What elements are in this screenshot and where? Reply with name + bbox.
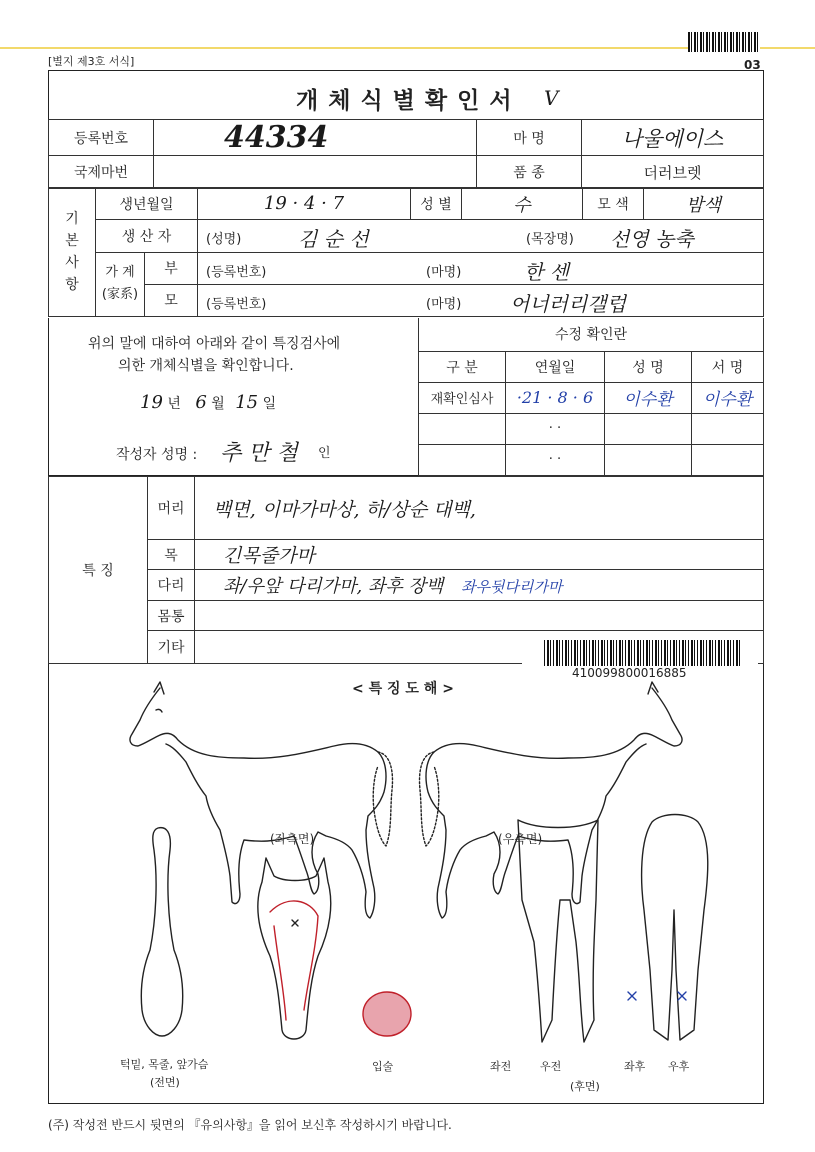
right-horse-body <box>426 688 682 918</box>
left-horse-tail <box>373 752 392 846</box>
rear-view-label: (후면) <box>570 1080 600 1093</box>
producer-label: 생 산 자 <box>96 220 198 252</box>
revision-sign: 이수환 <box>692 382 764 413</box>
revision-header-type: 구 분 <box>419 351 506 382</box>
writer-value: 추 만 철 <box>220 441 298 466</box>
revision-title: 수정 확인란 <box>419 318 764 351</box>
revision-date: ·21 · 8 · 6 <box>506 382 605 413</box>
date-month: 6 <box>195 392 207 413</box>
farm-value: 선영 농축 <box>610 227 694 252</box>
horse-name-value: 나울에이스 <box>582 120 764 156</box>
neck-view-label: 턱밑, 목줄, 앞가슴 <box>120 1058 209 1071</box>
registration-table <box>48 119 764 189</box>
neck-label: 목 <box>148 540 195 570</box>
revision-date: · · <box>506 444 605 475</box>
dam-reg-no-label: (등록번호) <box>206 296 267 312</box>
body-label: 몸통 <box>148 600 195 630</box>
front-left-label: 좌전 <box>490 1060 512 1073</box>
etc-label: 기타 <box>148 631 195 664</box>
date-year: 19 <box>140 392 163 413</box>
page-number: 03 <box>744 58 761 72</box>
lip-view <box>363 992 411 1036</box>
sire-name-label: (마명) <box>426 264 462 280</box>
head-blaze <box>270 901 318 1010</box>
date-month-unit: 월 <box>211 396 225 412</box>
basic-label-char: 본 <box>65 233 79 249</box>
table-row <box>419 382 764 413</box>
producer-cell <box>198 220 764 252</box>
left-horse-ear <box>154 682 164 694</box>
front-right-label: 우전 <box>540 1060 562 1073</box>
right-horse-tail <box>420 752 439 846</box>
right-side-label: (우측면) <box>498 832 543 846</box>
rear-marking-x1 <box>628 992 636 1000</box>
revision-type: 재확인심사 <box>419 382 506 413</box>
hind-right-label: 우후 <box>668 1060 690 1073</box>
basic-section-label <box>49 188 96 317</box>
barcode-number: 410099800016885 <box>572 666 687 680</box>
color-value: 밤색 <box>644 188 764 220</box>
right-horse-ear <box>648 682 658 694</box>
page-title: 개 체 식 별 확 인 서 <box>296 88 513 114</box>
features-section-label: 특 징 <box>49 477 148 664</box>
head-value: 백면, 이마가마상, 하/상순 대백, <box>195 477 764 540</box>
birth-label: 생년월일 <box>96 188 198 220</box>
sire-reg-no-label: (등록번호) <box>206 264 267 280</box>
barcode-bars <box>544 640 740 666</box>
birth-value: 19 · 4 · 7 <box>198 188 411 220</box>
dam-cell <box>198 284 764 316</box>
left-side-label: (좌측면) <box>270 832 315 846</box>
dam-name-label: (마명) <box>426 296 462 312</box>
basic-label-char: 항 <box>65 277 79 293</box>
revision-name <box>605 444 692 475</box>
date-year-unit: 년 <box>167 396 181 412</box>
sex-value: 수 <box>462 188 583 220</box>
producer-name-value: 김 순 선 <box>298 227 369 252</box>
leg-value-cell <box>195 570 764 600</box>
leg-label: 다리 <box>148 570 195 600</box>
writer-label: 작성자 성명 : <box>116 447 198 463</box>
dam-name-value: 어너러리갤럽 <box>510 291 626 316</box>
producer-name-label: (성명) <box>206 232 242 248</box>
family-label: 가 계 <box>105 265 135 281</box>
revision-name <box>605 413 692 444</box>
table-row <box>419 444 764 475</box>
sire-label: 부 <box>145 252 198 284</box>
leg-value: 좌/우앞 다리가마, 좌후 장백 <box>223 576 444 598</box>
intl-no-label: 국제마번 <box>49 156 154 189</box>
footer-note: (주) 작성전 반드시 뒷면의 『유의사항』을 읽어 보신후 작성하시기 바랍니다. <box>48 1118 452 1132</box>
reg-no-label: 등록번호 <box>49 120 154 156</box>
intl-no-value <box>154 156 477 189</box>
sex-label: 성 별 <box>411 188 462 220</box>
top-barcode <box>688 32 760 52</box>
breed-label: 품 종 <box>477 156 582 189</box>
dam-label: 모 <box>145 284 198 316</box>
family-hanja: (家系) <box>101 287 139 303</box>
revision-table <box>418 318 764 476</box>
basic-label-char: 기 <box>65 211 79 227</box>
body-value <box>195 600 764 630</box>
revision-name: 이수환 <box>605 382 692 413</box>
revision-type <box>419 413 506 444</box>
leg-value-blue: 좌우뒷다리가마 <box>460 578 563 597</box>
confirm-date <box>140 392 276 413</box>
writer-seal: 인 <box>318 446 331 461</box>
sire-name-value: 한 센 <box>524 259 569 284</box>
revision-date: · · <box>506 413 605 444</box>
sire-cell <box>198 252 764 284</box>
head-front-view <box>258 858 331 1039</box>
revision-type <box>419 444 506 475</box>
reg-no-value: 44334 <box>154 120 477 156</box>
rear-view <box>642 815 708 1041</box>
title-check-mark: V <box>544 86 559 110</box>
diagram-title: < 특 징 도 해 > <box>352 681 454 697</box>
lip-label: 입술 <box>372 1060 394 1073</box>
horse-name-label: 마 명 <box>477 120 582 156</box>
confirm-text-line2: 의한 개체식별을 확인합니다. <box>118 358 294 374</box>
date-day: 15 <box>235 392 259 413</box>
neck-value: 긴목줄가마 <box>195 540 764 570</box>
basic-info-table <box>48 187 764 317</box>
horse-diagram <box>48 680 764 1100</box>
head-label: 머리 <box>148 477 195 540</box>
neck-view <box>141 828 182 1036</box>
revision-header-sign: 서 명 <box>692 351 764 382</box>
revision-header-name: 성 명 <box>605 351 692 382</box>
color-label: 모 색 <box>583 188 644 220</box>
breed-value: 더러브렛 <box>582 156 764 189</box>
date-day-unit: 일 <box>262 396 277 412</box>
rear-marking-x2 <box>678 992 686 1000</box>
hind-left-label: 좌후 <box>624 1060 646 1073</box>
table-row <box>419 413 764 444</box>
farm-label: (목장명) <box>526 232 574 248</box>
revision-sign <box>692 413 764 444</box>
front-view-label: (전면) <box>150 1076 180 1089</box>
revision-sign <box>692 444 764 475</box>
confirm-text-line1: 위의 말에 대하여 아래와 같이 특징검사에 <box>88 336 341 352</box>
revision-header-date: 연월일 <box>506 351 605 382</box>
left-horse-eye <box>156 709 162 712</box>
basic-label-char: 사 <box>65 255 79 271</box>
head-x-mark <box>292 920 298 926</box>
form-number: [별지 제3호 서식] <box>48 55 135 68</box>
family-label-cell <box>96 252 145 317</box>
